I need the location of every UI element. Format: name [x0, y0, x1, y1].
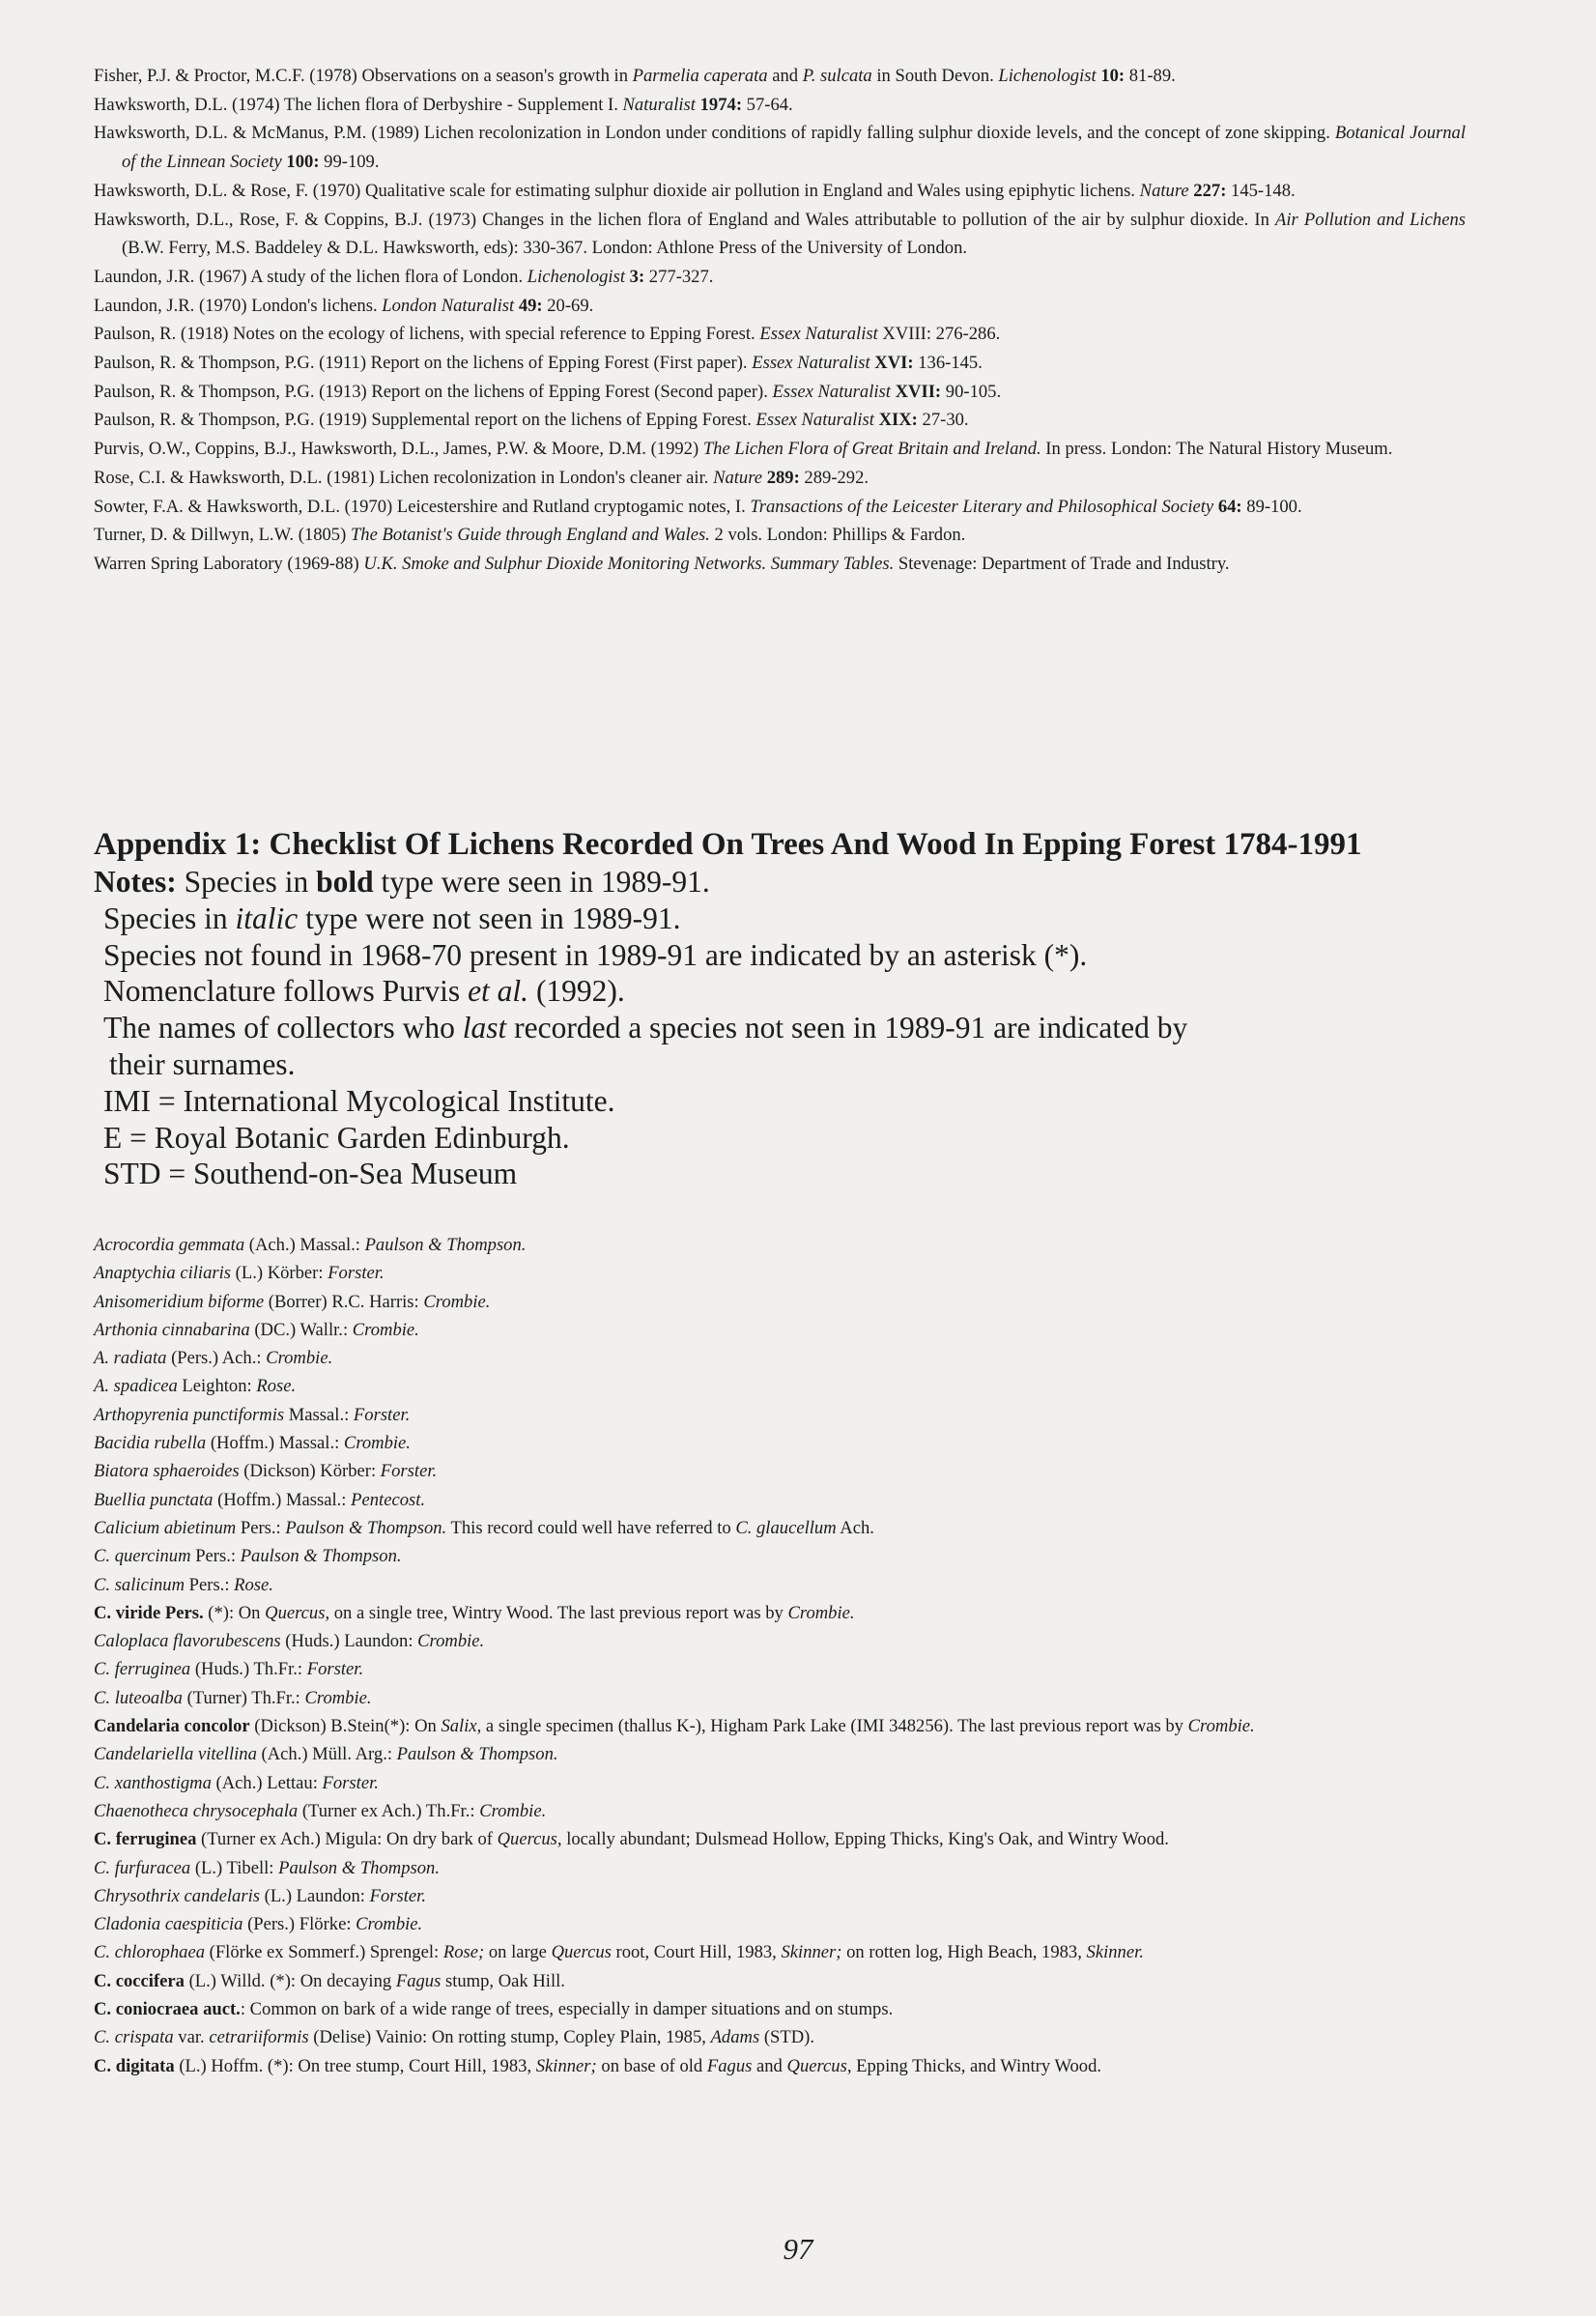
text-run: on large [484, 1942, 552, 1963]
text-run: Paulson, R. & Thompson, P.G. (1911) Report on the lichens of Epping Forest (First paper). [94, 353, 753, 374]
text-run: 99-109. [319, 152, 380, 173]
text-run: Quercus [551, 1942, 612, 1963]
note-line [94, 1010, 1485, 1046]
text-run: C. salicinum [94, 1574, 185, 1595]
text-run: italic [235, 901, 299, 935]
text-run: Paulson & Thompson. [364, 1235, 527, 1255]
text-run: Nature [1139, 180, 1189, 201]
reference-list [94, 62, 1466, 579]
text-run: Naturalist [622, 94, 696, 115]
text-run: Anaptychia ciliaris [94, 1263, 232, 1284]
checklist-entry [94, 1316, 1466, 1344]
text-run: Calicium abietinum [94, 1517, 237, 1538]
text-run: root, Court Hill, 1983, [611, 1942, 782, 1963]
text-run: Paulson & Thompson. [240, 1546, 402, 1567]
text-run: 20-69. [542, 295, 594, 316]
text-run: In press. London: The Natural History Museum. [1040, 439, 1393, 460]
text-run: Bacidia rubella [94, 1433, 207, 1454]
text-run: on base of old [596, 2055, 707, 2076]
text-run: Crombie. [266, 1348, 333, 1369]
text-run: C. digitata [94, 2055, 175, 2076]
reference-entry [94, 206, 1466, 263]
checklist-entry [94, 1684, 1466, 1712]
text-run: U.K. Smoke and Sulphur Dioxide Monitoring Networks. Summary Tables. [363, 553, 895, 574]
text-run: (L.) Hoffm. (*): On tree stump, Court Hill, 1983, [174, 2055, 536, 2076]
checklist-entry [94, 1882, 1466, 1910]
checklist-entry [94, 1344, 1466, 1372]
text-run: type were not seen in 1989-91. [298, 901, 681, 935]
text-run: Transactions of the Leicester Literary and Philosophical Society [750, 496, 1214, 517]
checklist-entry [94, 1769, 1466, 1797]
note-line [94, 937, 1485, 974]
text-run: Pers.: [185, 1574, 235, 1595]
text-run: Fagus [395, 1970, 442, 1991]
text-run: Fagus [706, 2055, 753, 2076]
reference-entry [94, 435, 1466, 464]
text-run: (L.) Körber: [231, 1263, 328, 1284]
text-run: on a single tree, Wintry Wood. The last previous report was by [329, 1602, 788, 1623]
text-run: Epping Thicks, and Wintry Wood. [851, 2055, 1102, 2076]
checklist-entry [94, 1910, 1466, 1938]
text-run: Turner, D. & Dillwyn, L.W. (1805) [94, 525, 351, 546]
text-run: Forster. [380, 1461, 438, 1482]
text-run: 90-105. [941, 381, 1002, 402]
text-run: Species not found in 1968-70 present in 1989-91 are indicated by an asterisk (*). [103, 937, 1088, 972]
text-run: and [767, 66, 803, 86]
text-run: C. crispata [94, 2027, 174, 2048]
text-run: Crombie. [787, 1602, 855, 1623]
text-run: Botanical Journal of the Linnean Society [122, 123, 1466, 173]
text-run: (L.) Willd. (*): On decaying [184, 1970, 396, 1991]
text-run: Massal.: [284, 1404, 354, 1425]
text-run: Caloplaca flavorubescens [94, 1631, 281, 1652]
text-run: Hawksworth, D.L. (1974) The lichen flora of Derbyshire - Supplement I. [94, 94, 623, 115]
text-run: (Pers.) Ach.: [166, 1348, 267, 1369]
text-run: Arthopyrenia punctiformis [94, 1404, 285, 1425]
text-run: The names of collectors who [103, 1011, 463, 1045]
checklist-entry [94, 1401, 1466, 1429]
reference-entry [94, 464, 1466, 493]
text-run: Forster. [328, 1263, 385, 1284]
text-run: A. radiata [94, 1348, 167, 1369]
text-run: Quercus, [497, 1829, 562, 1850]
text-run: Paulson, R. & Thompson, P.G. (1919) Supplemental report on the lichens of Epping Forest. [94, 410, 756, 431]
text-run: Hawksworth, D.L., Rose, F. & Coppins, B.J. (1973) Changes in the lichen flora of England and Wales attributable to pollution of the air by sulphur dioxide. In [94, 209, 1275, 230]
text-run: 277-327. [644, 266, 714, 287]
reference-entry [94, 263, 1466, 292]
text-run: stump, Oak Hill. [441, 1970, 565, 1991]
text-run: Air Pollution and Lichens [1275, 209, 1466, 230]
text-run: Species in [103, 901, 236, 935]
text-run: 57-64. [742, 94, 793, 115]
text-run: Paulson, R. & Thompson, P.G. (1913) Report on the lichens of Epping Forest (Second paper). [94, 381, 773, 402]
reference-entry [94, 62, 1466, 91]
checklist-entry [94, 1457, 1466, 1485]
text-run: C. ferruginea [94, 1829, 197, 1850]
text-run: Essex Naturalist [755, 410, 874, 431]
checklist-entry [94, 1967, 1466, 1995]
text-run: Skinner; [535, 2055, 597, 2076]
text-run: Essex Naturalist [759, 324, 878, 345]
checklist-entry [94, 1259, 1466, 1287]
text-run: (Pers.) Flörke: [242, 1914, 356, 1935]
text-run: C. luteoalba [94, 1687, 183, 1708]
note-line [94, 973, 1485, 1010]
text-run: (DC.) Wallr.: [249, 1319, 353, 1340]
text-run: Forster. [322, 1772, 379, 1793]
text-run: on rotten log, High Beach, 1983, [841, 1942, 1087, 1963]
text-run: (Borrer) R.C. Harris: [264, 1291, 424, 1312]
text-run: (Turner) Th.Fr.: [182, 1687, 305, 1708]
text-run: Quercus, [265, 1602, 330, 1623]
text-run: (STD). [759, 2027, 815, 2048]
text-run: C. coniocraea auct. [94, 1999, 241, 2020]
text-run: recorded a species not seen in 1989-91 are indicated by [506, 1011, 1188, 1045]
text-run: Paulson & Thompson. [396, 1744, 558, 1765]
text-run: Crombie. [356, 1914, 423, 1935]
text-run: 145-148. [1226, 180, 1296, 201]
text-run: Essex Naturalist [772, 381, 891, 402]
text-run: XIX: [878, 410, 918, 431]
note-line [94, 1046, 1485, 1083]
reference-entry [94, 493, 1466, 522]
text-run: C. chlorophaea [94, 1942, 205, 1963]
text-run: C. furfuracea [94, 1857, 191, 1878]
text-run: Skinner; [781, 1942, 842, 1963]
checklist-entry [94, 2052, 1466, 2080]
text-run: P. sulcata [802, 66, 872, 86]
text-run: Pentecost. [351, 1489, 426, 1510]
text-run: C. ferruginea [94, 1659, 191, 1680]
text-run: Hawksworth, D.L. & Rose, F. (1970) Qualitative scale for estimating sulphur dioxide air pollution in England and Wales using epiphytic lichens. [94, 180, 1140, 201]
text-run: 1974: [699, 94, 743, 115]
text-run: IMI = International Mycological Institute. [103, 1083, 615, 1118]
note-line [94, 1156, 1485, 1192]
text-run: Stevenage: Department of Trade and Industry. [894, 553, 1230, 574]
text-run: (Dickson) Körber: [239, 1461, 381, 1482]
text-run: (Ach.) Müll. Arg.: [256, 1744, 397, 1765]
checklist-entry [94, 1995, 1466, 2023]
text-run: Crombie. [479, 1800, 547, 1821]
text-run: Acrocordia gemmata [94, 1235, 245, 1255]
checklist-entry [94, 1599, 1466, 1627]
text-run: Notes: [94, 865, 177, 899]
checklist-entry [94, 1712, 1466, 1740]
text-run: Crombie. [417, 1631, 485, 1652]
text-run: Crombie. [343, 1433, 411, 1454]
text-run: last [462, 1011, 507, 1045]
text-run: (Delise) Vainio: On rotting stump, Copley Plain, 1985, [308, 2027, 711, 2048]
text-run: C. glaucellum [735, 1517, 837, 1538]
note-line [94, 1083, 1485, 1120]
text-run: 289-292. [799, 467, 869, 488]
text-run: Chrysothrix candelaris [94, 1885, 260, 1906]
text-run: Adams [710, 2027, 760, 2048]
text-run: C. viride Pers. [94, 1602, 204, 1623]
text-run: Nomenclature follows Purvis [103, 974, 469, 1009]
text-run: Anisomeridium biforme [94, 1291, 265, 1312]
checklist-entry [94, 1429, 1466, 1457]
checklist-entry [94, 1797, 1466, 1825]
reference-entry [94, 378, 1466, 407]
text-run: (Ach.) Massal.: [244, 1235, 365, 1255]
page-number: 97 [783, 2232, 813, 2266]
reference-entry [94, 177, 1466, 206]
text-run: Paulson, R. (1918) Notes on the ecology of lichens, with special reference to Epping Forest. [94, 324, 760, 345]
text-run: (Turner ex Ach.) Th.Fr.: [298, 1800, 480, 1821]
text-run: cetrariiformis [209, 2027, 309, 2048]
text-run: 289: [766, 467, 800, 488]
text-run: (Huds.) Th.Fr.: [190, 1659, 307, 1680]
text-run: Cladonia caespiticia [94, 1914, 243, 1935]
text-run: Forster. [353, 1404, 411, 1425]
text-run: C. xanthostigma [94, 1772, 212, 1793]
text-run: : Common on bark of a wide range of trees, especially in damper situations and on stumps. [240, 1999, 894, 2020]
text-run: Lichenologist [527, 266, 625, 287]
checklist-entry [94, 1571, 1466, 1599]
text-run: Candelaria concolor [94, 1716, 250, 1737]
text-run: Laundon, J.R. (1967) A study of the lichen flora of London. [94, 266, 527, 287]
text-run: Parmelia caperata [632, 66, 768, 86]
text-run: Rose. [256, 1376, 297, 1397]
text-run: 2 vols. London: Phillips & Fardon. [709, 525, 966, 546]
text-run: Paulson & Thompson. [278, 1857, 440, 1878]
text-run: (B.W. Ferry, M.S. Baddeley & D.L. Hawksworth, eds): 330-367. London: Athlone Press of the University of London. [122, 238, 968, 259]
text-run: This record could well have referred to [446, 1517, 736, 1538]
text-run: (Flörke ex Sommerf.) Sprengel: [205, 1942, 443, 1963]
checklist-entry [94, 1825, 1466, 1853]
text-run: Lichenologist [998, 66, 1097, 86]
checklist-entry [94, 1655, 1466, 1683]
text-run: Paulson & Thompson. [285, 1517, 447, 1538]
appendix-title: Appendix 1: Checklist Of Lichens Recorded On Trees And Wood In Epping Forest 1784-1991 [94, 827, 1362, 862]
checklist-entry [94, 1740, 1466, 1768]
reference-entry [94, 91, 1466, 120]
text-run: 227: [1193, 180, 1227, 201]
reference-entry [94, 406, 1466, 435]
text-run: Crombie. [423, 1291, 491, 1312]
text-run: 10: [1100, 66, 1126, 86]
text-run: Skinner. [1086, 1942, 1144, 1963]
text-run: Crombie. [1187, 1716, 1255, 1737]
text-run: XVI: [874, 353, 914, 374]
text-run: Forster. [306, 1659, 364, 1680]
text-run: 89-100. [1241, 496, 1302, 517]
text-run: Quercus, [786, 2055, 852, 2076]
text-run: Purvis, O.W., Coppins, B.J., Hawksworth, D.L., James, P.W. & Moore, D.M. (1992) [94, 439, 703, 460]
text-run: Rose. [234, 1574, 273, 1595]
species-checklist [94, 1231, 1466, 2080]
appendix-notes [94, 864, 1485, 1192]
text-run: (Hoffm.) Massal.: [206, 1433, 344, 1454]
text-run: Chaenotheca chrysocephala [94, 1800, 299, 1821]
text-run: their surnames. [109, 1046, 296, 1081]
text-run: in South Devon. [871, 66, 999, 86]
text-run: (1992). [528, 974, 625, 1009]
text-run: E = Royal Botanic Garden Edinburgh. [103, 1120, 570, 1155]
text-run: (Dickson) B.Stein(*): On [249, 1716, 442, 1737]
text-run: 81-89. [1125, 66, 1176, 86]
text-run: (L.) Tibell: [190, 1857, 279, 1878]
text-run: Laundon, J.R. (1970) London's lichens. [94, 295, 383, 316]
reference-entry [94, 550, 1466, 579]
text-run: 27-30. [917, 410, 969, 431]
text-run: XVIII: 276-286. [877, 324, 1001, 345]
checklist-entry [94, 1288, 1466, 1316]
text-run: 100: [286, 152, 320, 173]
text-run: C. quercinum [94, 1546, 191, 1567]
text-run: Hawksworth, D.L. & McManus, P.M. (1989) Lichen recolonization in London under conditions of rapidly falling sulphur dioxide levels, and the concept of zone skipping. [94, 123, 1335, 144]
checklist-entry [94, 1486, 1466, 1514]
reference-entry [94, 119, 1466, 176]
text-run: The Lichen Flora of Great Britain and Ireland. [702, 439, 1041, 460]
text-run: XVII: [895, 381, 942, 402]
text-run: (Hoffm.) Massal.: [213, 1489, 352, 1510]
text-run: (*): On [203, 1602, 266, 1623]
checklist-entry [94, 2023, 1466, 2051]
checklist-entry [94, 1627, 1466, 1655]
text-run: Pers.: [190, 1546, 241, 1567]
text-run: Sowter, F.A. & Hawksworth, D.L. (1970) Leicestershire and Rutland cryptogamic notes, I. [94, 496, 751, 517]
text-run: locally abundant; Dulsmead Hollow, Epping Thicks, King's Oak, and Wintry Wood. [561, 1829, 1169, 1850]
checklist-entry [94, 1372, 1466, 1400]
checklist-entry [94, 1231, 1466, 1259]
text-run: type were seen in 1989-91. [373, 865, 710, 899]
text-run: and [752, 2055, 787, 2076]
checklist-entry [94, 1854, 1466, 1882]
text-run: a single specimen (thallus K-), Higham Park Lake (IMI 348256). The last previous report was by [481, 1716, 1188, 1737]
text-run: var. [173, 2027, 210, 2048]
checklist-entry [94, 1938, 1466, 1966]
text-run: Essex Naturalist [752, 353, 870, 374]
text-run: Species in [176, 865, 317, 899]
text-run: Candelariella vitellina [94, 1744, 257, 1765]
text-run: C. coccifera [94, 1970, 185, 1991]
text-run: Warren Spring Laboratory (1969-88) [94, 553, 364, 574]
reference-entry [94, 292, 1466, 321]
text-run: 136-145. [913, 353, 983, 374]
text-run: STD = Southend-on-Sea Museum [103, 1157, 518, 1191]
text-run: bold [316, 865, 374, 899]
text-run: Biatora sphaeroides [94, 1461, 240, 1482]
text-run: A. spadicea [94, 1376, 178, 1397]
reference-entry [94, 349, 1466, 378]
text-run: et al. [468, 974, 529, 1009]
note-line [94, 1120, 1485, 1157]
text-run: The Botanist's Guide through England and Wales. [350, 525, 710, 546]
text-run: Rose, C.I. & Hawksworth, D.L. (1981) Lichen recolonization in London's cleaner air. [94, 467, 714, 488]
text-run: (Turner ex Ach.) Migula: On dry bark of [196, 1829, 498, 1850]
text-run: Salix, [441, 1716, 482, 1737]
text-run: 49: [518, 295, 543, 316]
text-run: Rose; [442, 1942, 485, 1963]
text-run: Nature [713, 467, 763, 488]
reference-entry [94, 320, 1466, 349]
text-run: Pers.: [236, 1517, 286, 1538]
text-run: Fisher, P.J. & Proctor, M.C.F. (1978) Observations on a season's growth in [94, 66, 633, 86]
text-run: Ach. [836, 1517, 874, 1538]
text-run: (Ach.) Lettau: [211, 1772, 323, 1793]
text-run: Crombie. [352, 1319, 419, 1340]
text-run: Buellia punctata [94, 1489, 214, 1510]
text-run: London Naturalist [382, 295, 515, 316]
text-run: 64: [1217, 496, 1242, 517]
reference-entry [94, 521, 1466, 550]
checklist-entry [94, 1542, 1466, 1570]
text-run: (L.) Laundon: [259, 1885, 370, 1906]
text-run: (Huds.) Laundon: [280, 1631, 418, 1652]
note-line [94, 864, 1485, 901]
text-run: Forster. [369, 1885, 426, 1906]
note-line [94, 901, 1485, 937]
text-run: Crombie. [304, 1687, 372, 1708]
text-run: 3: [629, 266, 645, 287]
text-run: Leighton: [177, 1376, 257, 1397]
text-run: Arthonia cinnabarina [94, 1319, 250, 1340]
appendix-section [94, 825, 1485, 1192]
checklist-entry [94, 1514, 1466, 1542]
